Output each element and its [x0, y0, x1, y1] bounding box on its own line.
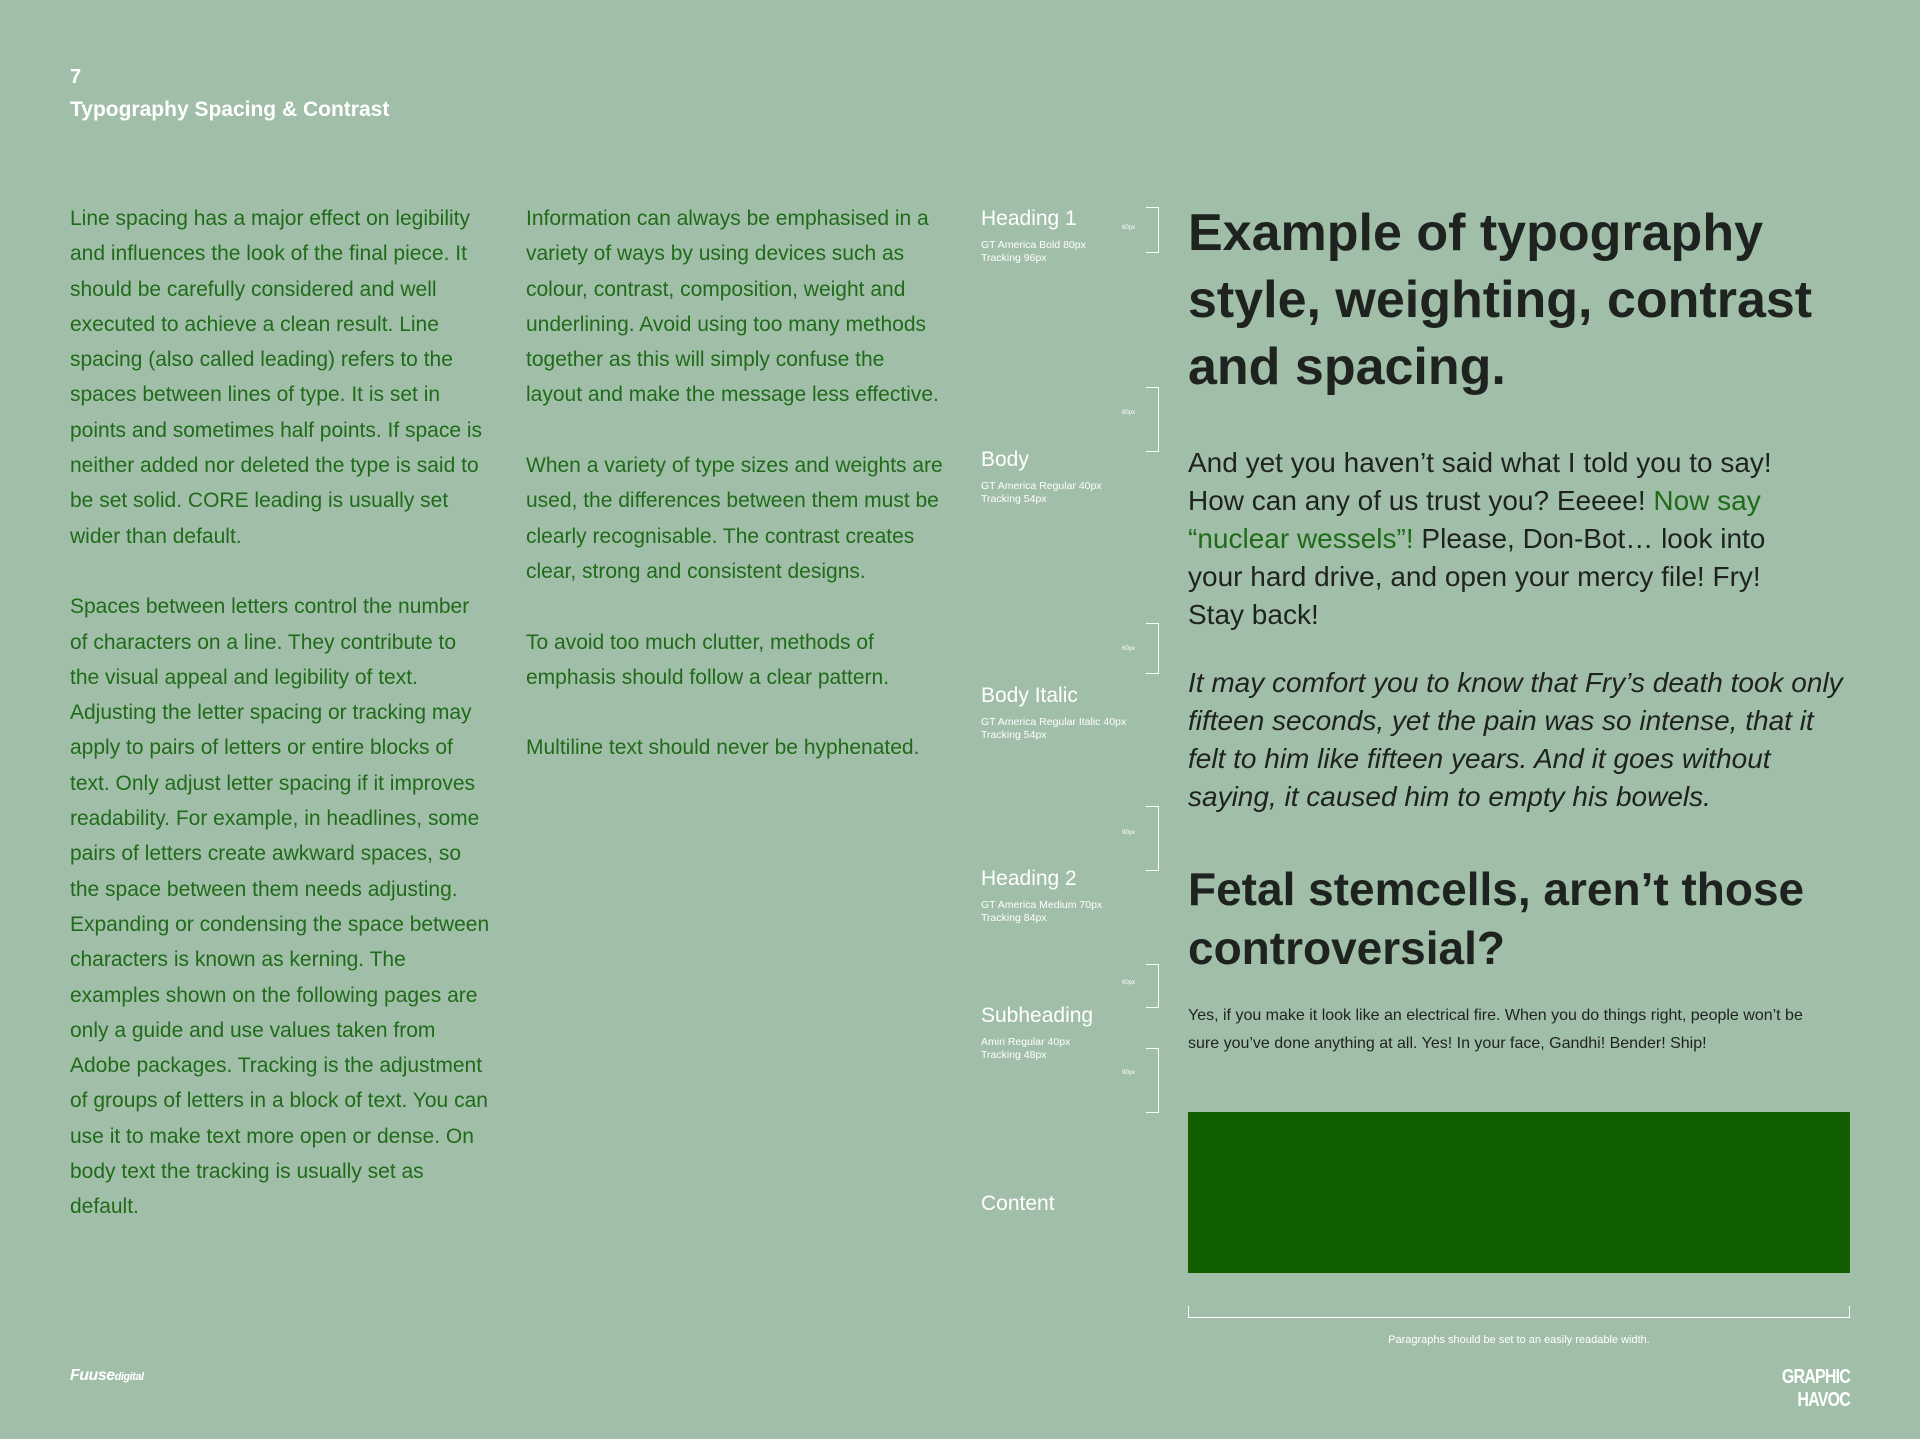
width-bracket — [1188, 1306, 1850, 1318]
text-column-1 — [70, 201, 490, 1260]
example-body-highlight: Now say “nuclear wessels”! — [1188, 485, 1761, 554]
label-body-italic-name: Body Italic — [981, 684, 1078, 707]
paragraph-line-spacing: Line spacing has a major effect on legibility and influences the look of the final piece. It should be carefully considered and well executed to achieve a clean result. Line spacing (also called leading) refers to the spaces between lines of type. It is set in points and sometimes half points. If space is neither added nor deleted the type is said to be set solid. CORE leading is usually set wider than default. — [70, 207, 483, 548]
label-heading2-font: GT America Medium 70px — [981, 899, 1103, 911]
label-heading2-tracking: Tracking 84px — [981, 912, 1047, 924]
spacer-bracket — [1146, 623, 1159, 674]
spacer-label: 60px — [1122, 225, 1136, 231]
paragraph-clutter: To avoid too much clutter, methods of emphasis should follow a clear pattern. — [526, 630, 890, 689]
page-number: 7 — [70, 66, 82, 88]
label-body-font: GT America Regular 40px — [981, 480, 1102, 492]
graphic-havoc-logo: GRAPHIC HAVOC — [1781, 1366, 1850, 1411]
label-body-italic-font: GT America Regular Italic 40px — [981, 716, 1127, 728]
spacer-label: 90px — [1122, 830, 1136, 836]
page-title: Typography Spacing & Contrast — [70, 98, 390, 121]
example-body — [1188, 444, 1808, 634]
spacer-label: 90px — [1122, 410, 1136, 416]
label-body — [981, 448, 1102, 506]
label-heading2-name: Heading 2 — [981, 867, 1077, 890]
example-heading2: Fetal stemcells, aren’t those controversial? — [1188, 863, 1805, 974]
spacer-label: 90px — [1122, 1070, 1136, 1076]
example-body-text: And yet you haven’t said what I told you to say! How can any of us trust you? Eeeee! — [1188, 447, 1772, 516]
spacer-bracket — [1146, 806, 1159, 871]
width-note: Paragraphs should be set to an easily readable width. — [1388, 1334, 1650, 1346]
label-heading1-name: Heading 1 — [981, 207, 1077, 230]
paragraph-contrast: When a variety of type sizes and weights are used, the differences between them must be clearly recognisable. The contrast creates clear, strong and consistent designs. — [526, 454, 943, 583]
example-heading1: Example of typography style, weighting, contrast and spacing. — [1188, 204, 1813, 396]
paragraph-letter-spacing: Spaces between letters control the number of characters on a line. They contribute to the visual appeal and legibility of text. Adjusting the letter spacing or tracking may apply to pairs of letters or entire blocks of text. Only adjust letter spacing if it improves readability. For example, in headlines, some pairs of letters create awkward spaces, so the space between them needs adjusting. Expanding or condensing the space between characters is known as kerning. The examples shown on the following pages are only a guide and use values taken from Adobe packages. Tracking is the adjustment of groups of letters in a block of text. You can use it to make text more open or dense. On body text the tracking is usually set as default. — [70, 595, 490, 1219]
label-subheading — [981, 1004, 1093, 1062]
fuuse-logo — [70, 1367, 144, 1385]
text-column-2 — [526, 201, 946, 801]
label-heading1-font: GT America Bold 80px — [981, 239, 1086, 251]
fuuse-logo-main: Fuuse — [70, 1367, 115, 1384]
spacer-label: 60px — [1122, 646, 1136, 652]
label-heading1-tracking: Tracking 96px — [981, 252, 1047, 264]
example-body-text-end: Please, Don-Bot… look into your hard drive, and open your mercy file! Fry! Stay back! — [1188, 523, 1766, 630]
spacer-bracket — [1146, 207, 1159, 253]
spacer-bracket — [1146, 1048, 1159, 1113]
spacer-bracket — [1146, 387, 1159, 452]
spacer-label: 60px — [1122, 980, 1136, 986]
spacer-bracket — [1146, 964, 1159, 1008]
label-subheading-name: Subheading — [981, 1004, 1094, 1027]
label-body-tracking: Tracking 54px — [981, 493, 1047, 505]
label-subheading-tracking: Tracking 48px — [981, 1049, 1047, 1061]
paragraph-hyphenation: Multiline text should never be hyphenated. — [526, 736, 920, 760]
example-subheading: Yes, if you make it look like an electrical fire. When you do things right, people won’t be sure you’ve done anything at all. Yes! In your face, Gandhi! Bender! Ship! — [1188, 1007, 1803, 1052]
label-subheading-font: Amiri Regular 40px — [981, 1036, 1071, 1048]
label-content: Content — [981, 1192, 1055, 1215]
label-heading2 — [981, 867, 1102, 925]
paragraph-emphasis: Information can always be emphasised in a variety of ways by using devices such as colour, contrast, composition, weight and underlining. Avoid using too many methods together as this will simply confuse the layout and make the message less effective. — [526, 207, 939, 407]
label-body-italic — [981, 684, 1126, 742]
label-heading1 — [981, 207, 1086, 265]
label-body-italic-tracking: Tracking 54px — [981, 729, 1047, 741]
fuuse-logo-sub: digital — [114, 1371, 144, 1383]
example-body-italic: It may comfort you to know that Fry’s death took only fifteen seconds, yet the pain was so intense, that it felt to him like fifteen years. And it goes without saying, it caused him to empty his bowels. — [1188, 667, 1843, 812]
content-block — [1188, 1112, 1850, 1273]
label-body-name: Body — [981, 448, 1029, 471]
